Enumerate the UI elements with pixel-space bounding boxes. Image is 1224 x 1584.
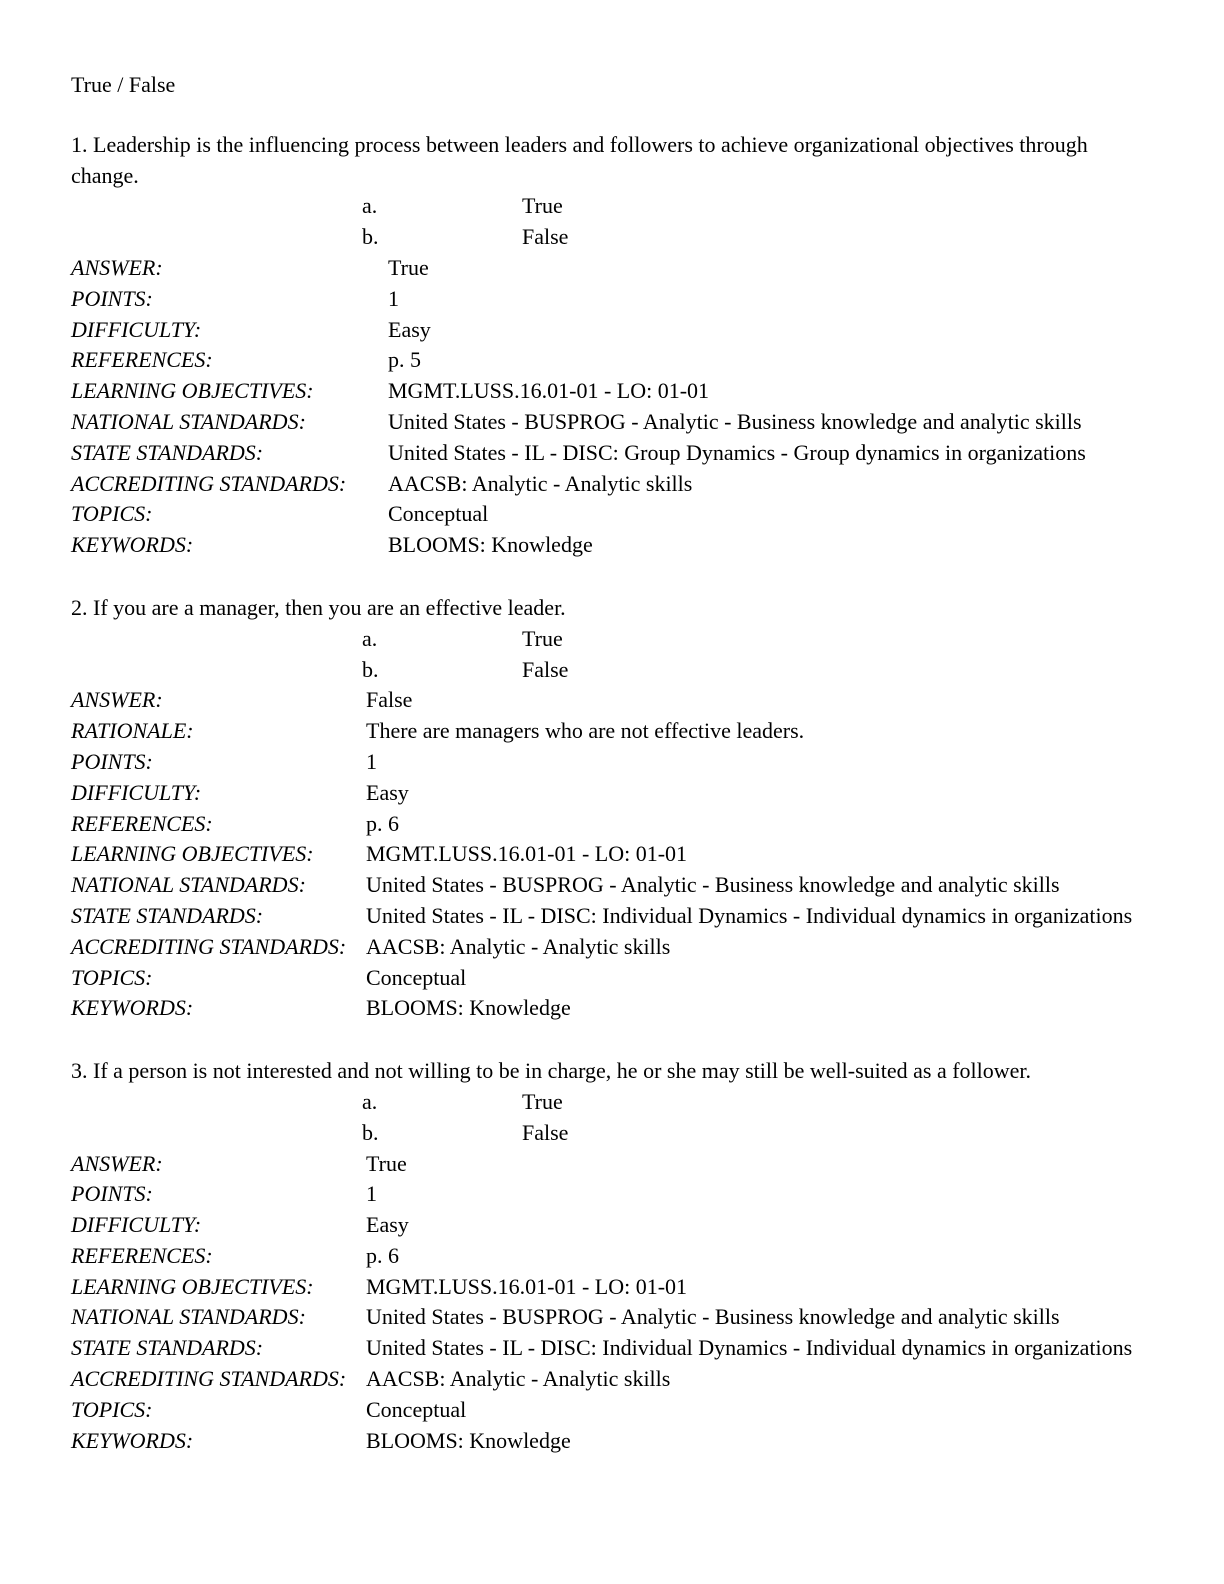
metadata-value: BLOOMS: Knowledge [366, 995, 571, 1021]
metadata-row [71, 809, 1153, 840]
metadata-label: DIFFICULTY: [71, 1212, 202, 1238]
metadata-row [71, 1272, 1153, 1303]
metadata-row [71, 499, 1153, 530]
option-letter: a. [362, 1088, 378, 1114]
question-body: If a person is not interested and not willing to be in charge, he or she may still be well-suited as a follower. [93, 1058, 1032, 1084]
metadata-label: LEARNING OBJECTIVES: [71, 378, 314, 404]
metadata-value: MGMT.LUSS.16.01-01 - LO: 01-01 [366, 1273, 688, 1299]
metadata-value: United States - BUSPROG - Analytic - Business knowledge and analytic skills [366, 1304, 1060, 1330]
answer-option [71, 624, 1153, 655]
metadata-label: KEYWORDS: [71, 995, 194, 1021]
metadata-label: NATIONAL STANDARDS: [71, 408, 306, 434]
metadata-value: False [366, 687, 413, 713]
answer-options [71, 191, 1153, 253]
metadata-value: MGMT.LUSS.16.01-01 - LO: 01-01 [366, 841, 688, 867]
metadata-value: True [366, 1150, 407, 1176]
metadata-value: MGMT.LUSS.16.01-01 - LO: 01-01 [388, 378, 710, 404]
metadata-label: ACCREDITING STANDARDS: [71, 1366, 347, 1392]
metadata-value: AACSB: Analytic - Analytic skills [388, 470, 693, 496]
option-letter: a. [362, 193, 378, 219]
answer-option [71, 191, 1153, 222]
metadata-label: ANSWER: [71, 254, 163, 280]
option-label: True [522, 1088, 563, 1114]
metadata-value: BLOOMS: Knowledge [388, 532, 593, 558]
metadata-row [71, 1395, 1153, 1426]
metadata-row [71, 901, 1153, 932]
metadata-row [71, 1364, 1153, 1395]
metadata-label: NATIONAL STANDARDS: [71, 872, 306, 898]
metadata-row [71, 993, 1153, 1024]
question-block [71, 130, 1153, 561]
metadata-row [71, 716, 1153, 747]
metadata-label: RATIONALE: [71, 718, 194, 744]
metadata-label: POINTS: [71, 1181, 153, 1207]
question-block [71, 593, 1153, 1024]
metadata-label: REFERENCES: [71, 810, 213, 836]
metadata-label: STATE STANDARDS: [71, 439, 264, 465]
metadata-label: POINTS: [71, 285, 153, 311]
question-number: 3. [71, 1058, 88, 1084]
metadata-value: p. 6 [366, 1242, 399, 1268]
metadata-label: DIFFICULTY: [71, 779, 202, 805]
metadata-value: United States - IL - DISC: Group Dynamics - Group dynamics in organizations [388, 439, 1086, 465]
metadata-label: LEARNING OBJECTIVES: [71, 841, 314, 867]
metadata-value: Easy [366, 1212, 409, 1238]
metadata-value: Conceptual [366, 1396, 467, 1422]
question-text [71, 593, 1131, 624]
metadata-value: Easy [388, 316, 431, 342]
metadata-value: United States - BUSPROG - Analytic - Business knowledge and analytic skills [366, 872, 1060, 898]
metadata-label: STATE STANDARDS: [71, 1335, 264, 1361]
metadata-label: POINTS: [71, 748, 153, 774]
metadata-row [71, 315, 1153, 346]
option-label: True [522, 625, 563, 651]
answer-option [71, 1118, 1153, 1149]
question-block [71, 1056, 1153, 1456]
metadata-value: Conceptual [388, 501, 489, 527]
metadata-row [71, 1302, 1153, 1333]
answer-option [71, 1087, 1153, 1118]
question-number: 1. [71, 131, 88, 157]
option-letter: b. [362, 656, 379, 682]
question-metadata [71, 1149, 1153, 1457]
answer-options [71, 1087, 1153, 1149]
metadata-value: True [388, 254, 429, 280]
metadata-value: 1 [366, 1181, 377, 1207]
metadata-row [71, 778, 1153, 809]
metadata-label: LEARNING OBJECTIVES: [71, 1273, 314, 1299]
metadata-row [71, 438, 1153, 469]
metadata-row [71, 1241, 1153, 1272]
option-letter: b. [362, 1119, 379, 1145]
metadata-row [71, 1333, 1153, 1364]
answer-option [71, 222, 1153, 253]
questions [71, 130, 1153, 1457]
metadata-label: NATIONAL STANDARDS: [71, 1304, 306, 1330]
section-title: True / False [71, 72, 176, 97]
metadata-row [71, 685, 1153, 716]
question-text [71, 130, 1131, 192]
question-text [71, 1056, 1131, 1087]
option-letter: b. [362, 224, 379, 250]
question-metadata [71, 253, 1153, 561]
metadata-row [71, 1210, 1153, 1241]
metadata-row [71, 407, 1153, 438]
metadata-row [71, 932, 1153, 963]
metadata-value: Easy [366, 779, 409, 805]
metadata-label: TOPICS: [71, 964, 153, 990]
question-metadata [71, 685, 1153, 1024]
metadata-label: ACCREDITING STANDARDS: [71, 470, 347, 496]
metadata-label: ANSWER: [71, 1150, 163, 1176]
metadata-value: Conceptual [366, 964, 467, 990]
metadata-row [71, 747, 1153, 778]
metadata-row [71, 963, 1153, 994]
metadata-value: There are managers who are not effective leaders. [366, 718, 805, 744]
metadata-label: KEYWORDS: [71, 532, 194, 558]
metadata-label: ACCREDITING STANDARDS: [71, 933, 347, 959]
metadata-label: TOPICS: [71, 1396, 153, 1422]
metadata-value: United States - IL - DISC: Individual Dynamics - Individual dynamics in organizations [366, 902, 1133, 928]
metadata-label: KEYWORDS: [71, 1427, 194, 1453]
option-label: True [522, 193, 563, 219]
question-body: Leadership is the influencing process between leaders and followers to achieve organizational objectives through change. [71, 131, 1088, 188]
metadata-row [71, 1179, 1153, 1210]
metadata-row [71, 253, 1153, 284]
metadata-row [71, 530, 1153, 561]
option-label: False [522, 1119, 569, 1145]
metadata-label: STATE STANDARDS: [71, 902, 264, 928]
metadata-value: 1 [366, 748, 377, 774]
answer-options [71, 624, 1153, 686]
metadata-row [71, 376, 1153, 407]
question-number: 2. [71, 594, 88, 620]
metadata-value: 1 [388, 285, 399, 311]
metadata-value: United States - IL - DISC: Individual Dynamics - Individual dynamics in organizations [366, 1335, 1133, 1361]
metadata-label: TOPICS: [71, 501, 153, 527]
metadata-value: p. 6 [366, 810, 399, 836]
option-letter: a. [362, 625, 378, 651]
metadata-value: AACSB: Analytic - Analytic skills [366, 1366, 671, 1392]
metadata-value: p. 5 [388, 347, 421, 373]
metadata-row [71, 839, 1153, 870]
metadata-row [71, 1426, 1153, 1457]
metadata-row [71, 284, 1153, 315]
metadata-value: United States - BUSPROG - Analytic - Business knowledge and analytic skills [388, 408, 1082, 434]
question-body: If you are a manager, then you are an effective leader. [93, 594, 566, 620]
metadata-row [71, 1149, 1153, 1180]
answer-option [71, 655, 1153, 686]
metadata-row [71, 345, 1153, 376]
option-label: False [522, 656, 569, 682]
metadata-value: BLOOMS: Knowledge [366, 1427, 571, 1453]
metadata-label: REFERENCES: [71, 347, 213, 373]
metadata-row [71, 870, 1153, 901]
metadata-label: DIFFICULTY: [71, 316, 202, 342]
metadata-row [71, 469, 1153, 500]
metadata-value: AACSB: Analytic - Analytic skills [366, 933, 671, 959]
metadata-label: ANSWER: [71, 687, 163, 713]
metadata-label: REFERENCES: [71, 1242, 213, 1268]
option-label: False [522, 224, 569, 250]
